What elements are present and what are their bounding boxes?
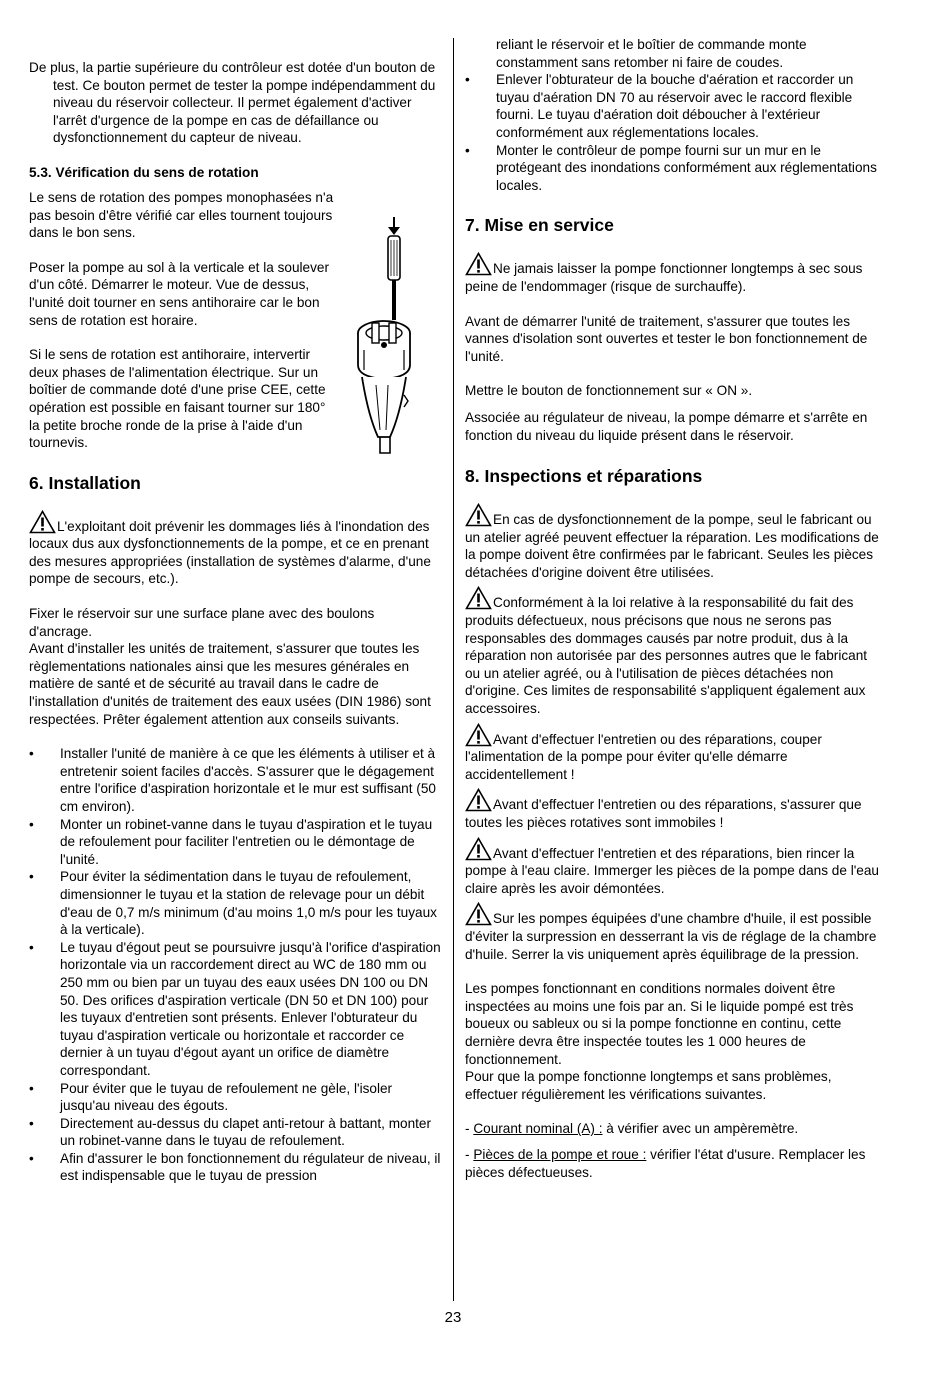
continuation-paragraph: reliant le réservoir et le boîtier de commande monte constamment sans retomber ni faire de coudes. [496,37,807,70]
list-item: • Afin d'assurer le bon fonctionnement du régulateur de niveau, il est indispensable que le tuyau de pression [29,1150,441,1184]
warning-triangle-icon [465,503,492,527]
commissioning-paragraph-1: Avant de démarrer l'unité de traitement, s'assurer que toutes les vannes d'isolation sont ouvertes et tester le bon fonctionnement de l'unité. [465,313,868,364]
commissioning-warning: Ne jamais laisser la pompe fonctionner longtemps à sec sous peine de l'endommager (risque de surchauffe). [465,252,885,295]
section-8-heading: 8. Inspections et réparations [465,466,703,487]
inspection-paragraph-2: Pour que la pompe fonctionne longtemps et sans problèmes, effectuer régulièrement les vérifications suivantes. [465,1069,832,1102]
page-number: 23 [444,1309,462,1326]
section-6-heading: 6. Installation [29,472,141,493]
warning-triangle-icon [465,252,492,276]
list-item: • Pour éviter la sédimentation dans le tuyau de refoulement, dimensionner le tuyau et la station de relevage pour un débit d'eau de 0,7 m/s minimum (d'au moins 1,0 m/s pour les tuyaux à la verticale). [29,869,437,938]
list-item: • Enlever l'obturateur de la bouche d'aération et raccorder un tuyau d'aération DN 70 au réservoir avec le raccord flexible fourni. Le tuyau d'aération doit déboucher à l'extérieur conformément aux réglementations locales. [465,72,854,140]
installation-paragraph-1: Fixer le réservoir sur une surface plane avec des boulons d'ancrage. [29,606,375,639]
pump-plug-illustration [354,215,416,460]
bullet-icon: • [29,939,34,955]
maintenance-warning: Avant d'effectuer l'entretien ou des réparations, couper l'alimentation de la pompe pour éviter qu'elle démarre accidentellement ! [465,723,885,784]
rotation-paragraph-2: Poser la pompe au sol à la verticale et la soulever d'un côté. Démarrer le moteur. Vue de dessus, l'unité doit tourner en sens antihoraire car le bon sens de rotation est horaire. [29,259,329,328]
maintenance-warning: En cas de dysfonctionnement de la pompe, seul le fabricant ou un atelier agréé peuvent effectuer la réparation. Les modifications de la pompe doivent être confirmées par le fabricant. Seules les pièces détachées d'origine doivent être utilisées. [465,503,885,581]
installation-bullet-list [29,745,441,1185]
bullet-icon: • [465,142,470,158]
column-divider [453,38,454,1301]
warning-triangle-icon [465,723,492,747]
installation-bullet-list-continued [465,71,885,194]
commissioning-paragraph-3: Associée au régulateur de niveau, la pompe démarre et s'arrête en fonction du niveau du liquide présent dans le réservoir. [465,409,868,443]
list-item: • Pour éviter que le tuyau de refoulement ne gèle, l'isoler jusqu'au niveau des égouts. [29,1080,393,1114]
list-item: • Installer l'unité de manière à ce que les éléments à utiliser et à entretenir soient faciles d'accès. S'assurer que le dégagement entre l'orifice d'aspiration horizontale et le mur est suffisant (50 cm environ). [29,746,436,814]
installation-paragraph-2: Avant d'installer les unités de traitement, s'assurer que toutes les règlementations nationales ainsi que les mesures générales en matière de santé et de sécurité au travail dans le cadre de l'installation d'unités de traitement des eaux usées (DIN 1986) sont respectées. Prêter également attention aux conseils suivants. [29,641,431,727]
bullet-icon: • [29,1150,34,1166]
list-item: • Monter un robinet-vanne dans le tuyau d'aspiration et le tuyau de refoulement pour faciliter l'entretien ou le démontage de l'unité. [29,816,433,867]
maintenance-warning: Avant d'effectuer l'entretien ou des réparations, s'assurer que toutes les pièces rotatives sont immobiles ! [465,788,885,831]
bullet-icon: • [465,72,470,88]
warning-triangle-icon [29,510,56,534]
section-7-heading: 7. Mise en service [465,215,614,236]
rotation-paragraph-1: Le sens de rotation des pompes monophasées n'a pas besoin d'être vérifié car elles tournent toujours dans le bon sens. [29,189,334,241]
plug-screwdriver-drawing [354,215,416,460]
bullet-icon: • [29,1115,34,1131]
check-item-parts: - Pièces de la pompe et roue : vérifier l'état d'usure. Remplacer les pièces défectueuses. [465,1146,866,1180]
bullet-icon: • [29,816,34,832]
list-item: • Directement au-dessus du clapet anti-retour à battant, monter un robinet-vanne dans le tuyau de refoulement. [29,1115,432,1149]
section-5-3-heading: 5.3. Vérification du sens de rotation [29,164,259,180]
maintenance-warning: Conformément à la loi relative à la responsabilité du fait des produits défectueux, nous précisons que nous ne serons pas responsables des dommages causés par notre produit, dus à la réparation non autorisée par des personnes autres que le fabricant ou un atelier agréé, ou à l'utilisation de pièces détachées non d'origine. Ces limites de responsabilité s'appliquent également aux accessoires. [465,586,885,717]
rotation-paragraph-3: Si le sens de rotation est antihoraire, intervertir deux phases de l'alimentation électrique. Sur un boîtier de commande doté d'une prise CEE, cette opération est possible en faisant tourner sur 180° la petite broche ronde de la prise à l'aide d'un tournevis. [29,347,326,451]
list-item: • Le tuyau d'égout peut se poursuivre jusqu'à l'orifice d'aspiration horizontale via un raccordement direct au WC de 180 mm ou 250 mm ou bien par un tuyau des eaux usées DN 100 ou DN 50. Des orifices d'aspiration verticale (DN 50 et DN 100) pour les tuyaux d'entretien sont présents. Enlever l'obturateur du tuyau d'aspiration verticale ou horizontale et raccorder ce dernier à un tuyau d'égout ayant un orifice de diamètre correspondant. [29,939,441,1078]
maintenance-warning: Sur les pompes équipées d'une chambre d'huile, il est possible d'éviter la surpression en desserrant la vis de réglage de la chambre d'huile. Serrer la vis uniquement après équilibrage de la pression. [465,902,885,963]
list-item: • Monter le contrôleur de pompe fourni sur un mur en le protégeant des inondations conformément aux réglementations locales. [465,142,877,193]
warning-triangle-icon [465,788,492,812]
check-item-current: - Courant nominal (A) : à vérifier avec un ampèremètre. [465,1121,799,1137]
inspection-paragraph-1: Les pompes fonctionnant en conditions normales doivent être inspectées au moins une fois par an. Si le liquide pompé est très boueux ou sableux ou si la pompe fonctionne en continu, cette dernière devra être inspectée toutes les 1 000 heures de fonctionnement. [465,981,854,1067]
left-column [29,36,441,1185]
installation-warning [29,510,441,588]
warning-triangle-icon [465,902,492,926]
maintenance-warning: Avant d'effectuer l'entretien et des réparations, bien rincer la pompe à l'eau claire. Immerger les pièces de la pompe dans de l'eau claire après les avoir démontées. [465,837,885,898]
warning-triangle-icon [465,586,492,610]
bullet-icon: • [29,746,34,762]
commissioning-paragraph-2: Mettre le bouton de fonctionnement sur « ON ». [465,383,753,399]
right-column [465,36,885,1181]
bullet-icon: • [29,1080,34,1096]
installation-warning-text: L'exploitant doit prévenir les dommages liés à l'inondation des locaux dus aux dysfonctionnements de la pompe, et ce en prenant des mesures appropriées (installation de systèmes d'alarme, d'une pompe de secours, etc.). [29,518,431,587]
warning-triangle-icon [465,837,492,861]
intro-paragraph: De plus, la partie supérieure du contrôleur est dotée d'un bouton de test. Ce bouton permet de tester la pompe indépendamment du niveau du réservoir collecteur. Il permet également d'activer l'arrêt d'urgence de la pompe en cas de défaillance ou dysfonctionnement du capteur de niveau. [29,60,436,146]
bullet-icon: • [29,869,34,885]
